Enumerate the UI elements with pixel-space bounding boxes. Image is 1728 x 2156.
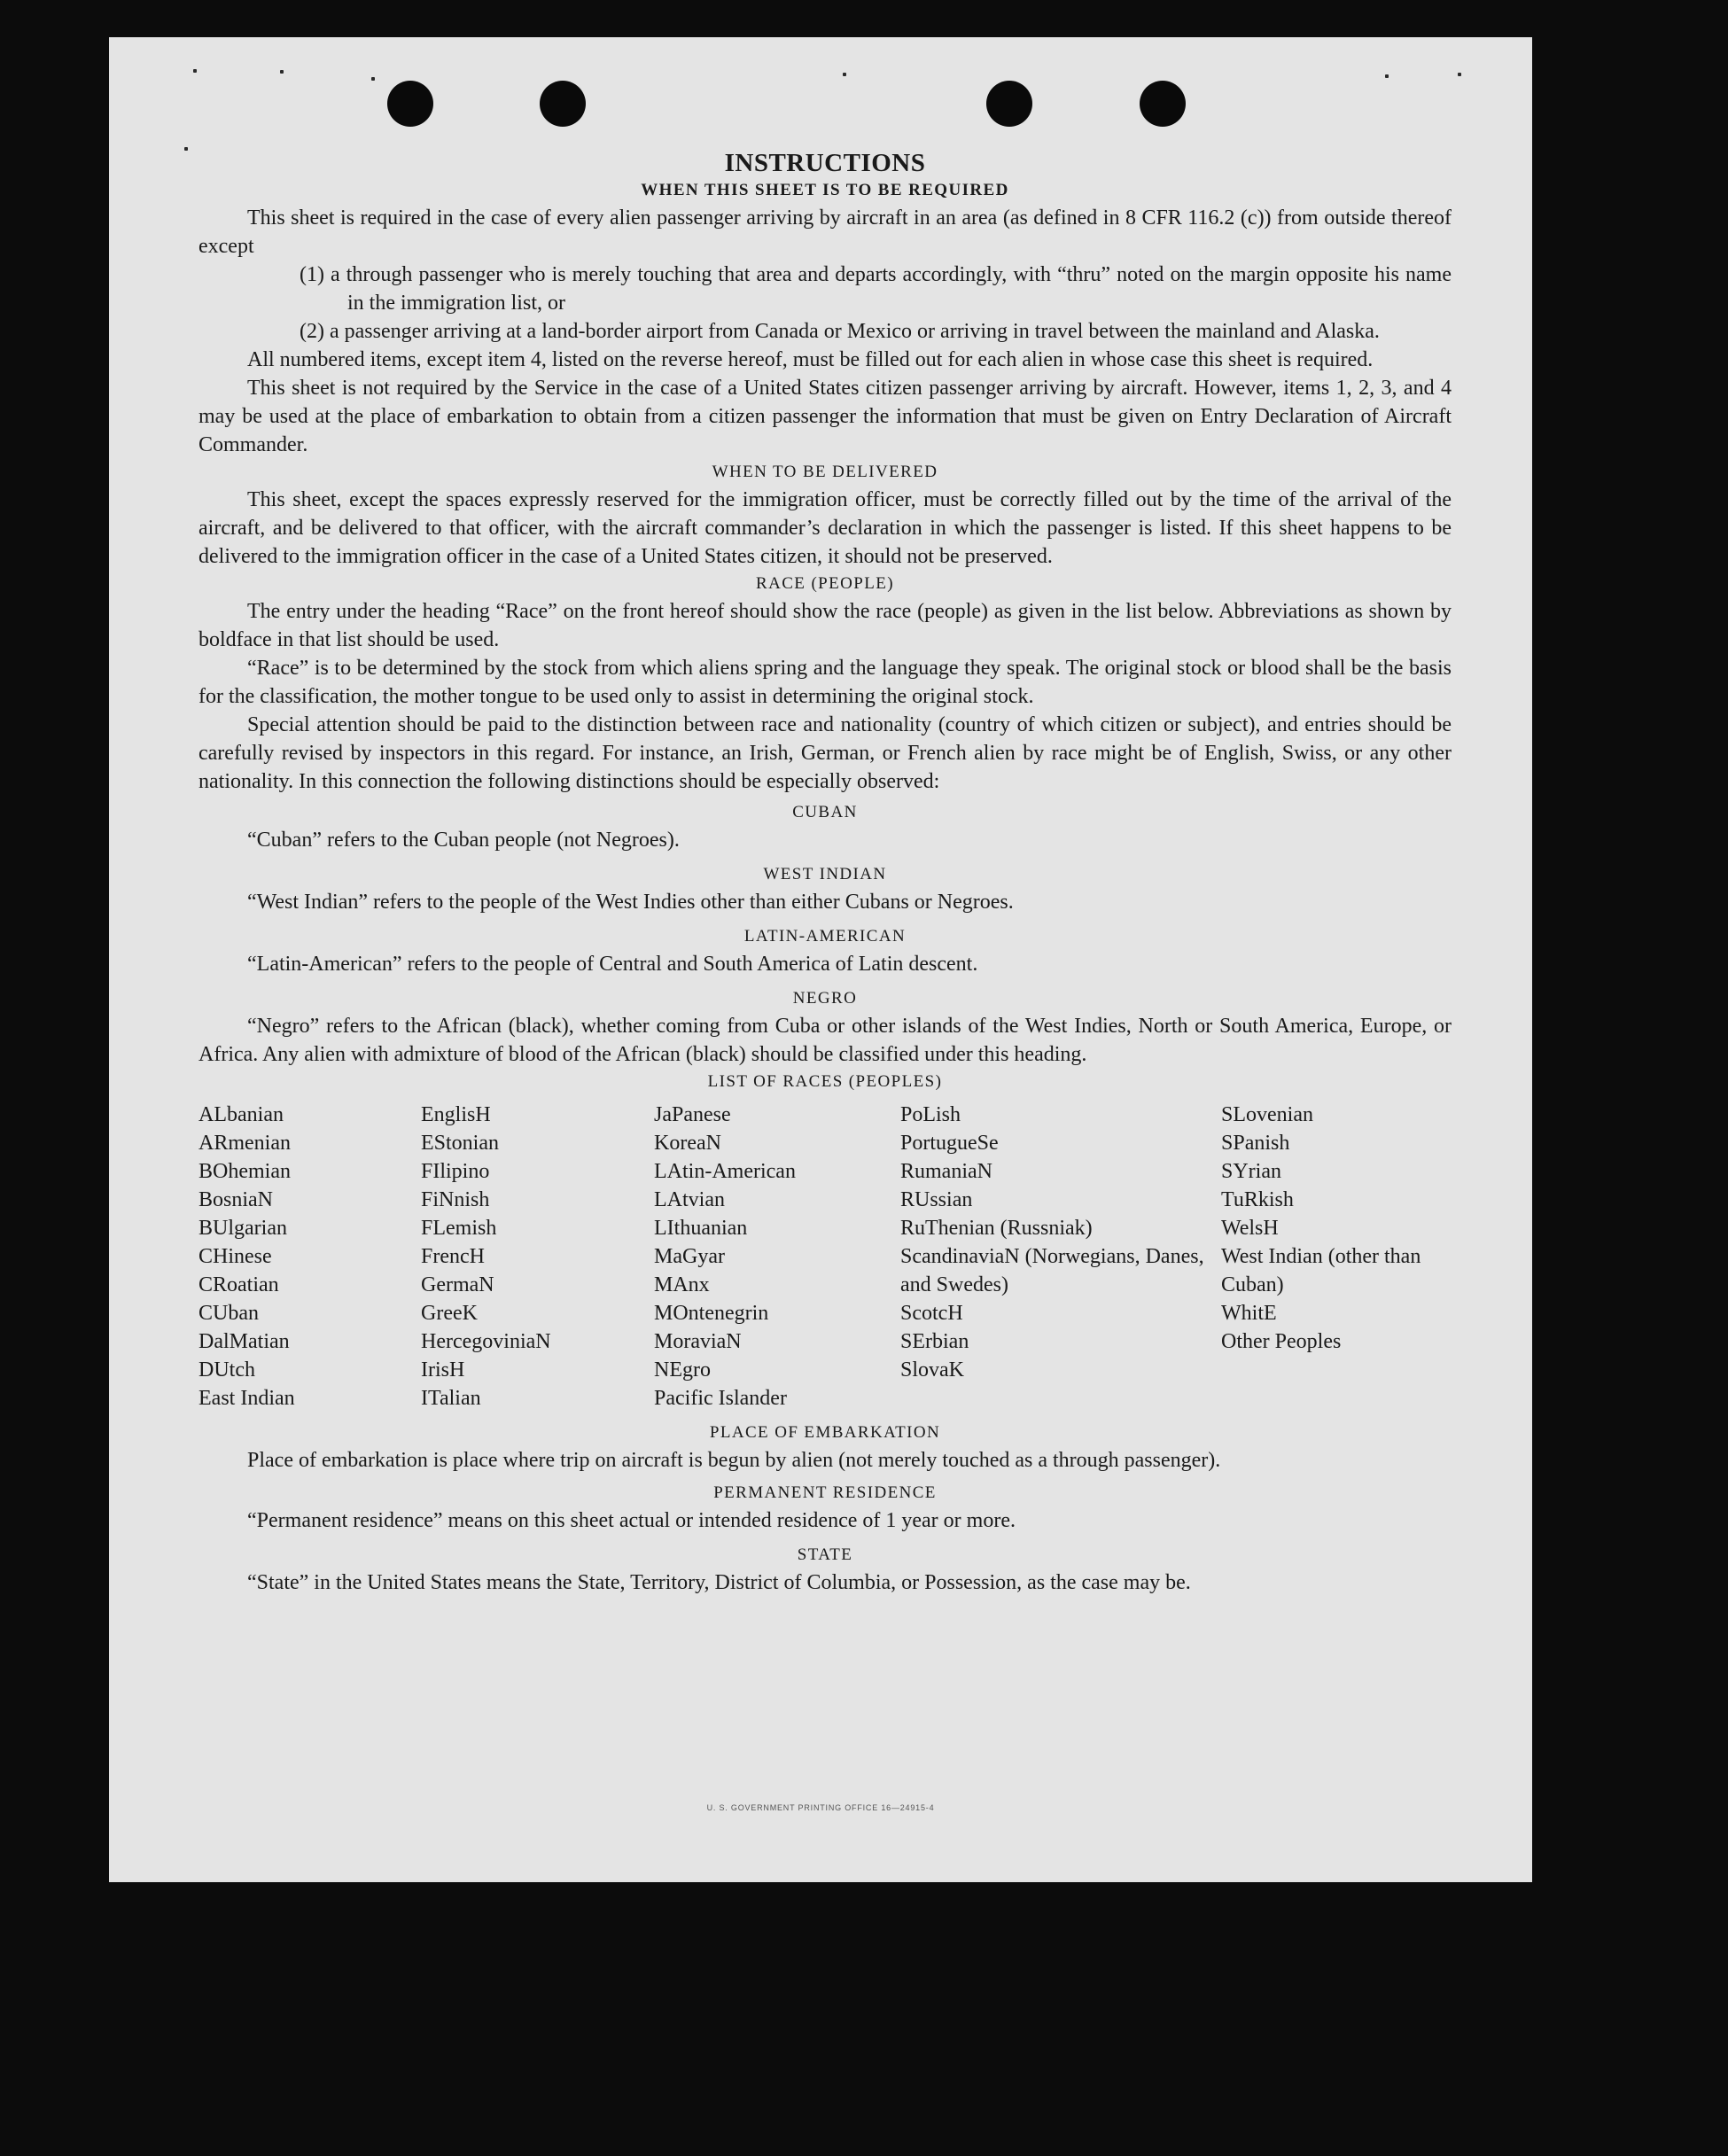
race-entry: CRoatian	[198, 1273, 279, 1296]
scan-speck	[1458, 73, 1461, 76]
section-heading: STATE	[797, 1545, 853, 1564]
race-entry: PoLish	[900, 1103, 961, 1126]
section-heading: PERMANENT RESIDENCE	[713, 1483, 937, 1502]
race-entry: PortugueSe	[900, 1132, 999, 1155]
section-heading: LATIN-AMERICAN	[743, 927, 907, 946]
paragraph: “Permanent residence” means on this sheet actual or intended residence of 1 year or more.	[247, 1509, 1016, 1532]
race-entry: BUlgarian	[198, 1217, 287, 1240]
section-heading: WHEN THIS SHEET IS TO BE REQUIRED	[641, 181, 1009, 199]
race-entry: ScandinaviaN (Norwegians, Danes, and Swedes)	[900, 1245, 1204, 1296]
race-entry: MaGyar	[654, 1245, 725, 1268]
paragraph: “Cuban” refers to the Cuban people (not Negroes).	[247, 829, 680, 852]
race-entry: TuRkish	[1221, 1188, 1294, 1211]
race-entry: FiNnish	[421, 1188, 490, 1211]
paragraph: “Latin-American” refers to the people of Central and South America of Latin descent.	[247, 953, 978, 976]
race-entry: RuThenian (Russniak)	[900, 1217, 1093, 1240]
race-entry: KoreaN	[654, 1132, 721, 1155]
race-entry: HercegoviniaN	[421, 1330, 551, 1353]
paragraph: This sheet is required in the case of every alien passenger arriving by aircraft in an area (as defined in 8 CFR 116.2 (c)) from outside thereof except	[198, 206, 1452, 258]
list-item: (2) a passenger arriving at a land-border airport from Canada or Mexico or arriving in travel between the mainland and Alaska.	[300, 320, 1380, 343]
paragraph: “Negro” refers to the African (black), whether coming from Cuba or other islands of the West Indies, North or South America, Europe, or Africa. Any alien with admixture of blood of the African (black) should be classified under this heading.	[198, 1015, 1452, 1066]
paragraph: All numbered items, except item 4, listed on the reverse hereof, must be filled out for each alien in whose case this sheet is required.	[247, 348, 1374, 371]
race-entry: JaPanese	[654, 1103, 731, 1126]
race-entry: EnglisH	[421, 1103, 491, 1126]
race-entry: ALbanian	[198, 1103, 284, 1126]
race-entry: GermaN	[421, 1273, 494, 1296]
race-entry: SLovenian	[1221, 1103, 1313, 1126]
race-entry: Other Peoples	[1221, 1330, 1342, 1353]
scan-speck	[280, 70, 284, 74]
paragraph: “West Indian” refers to the people of the West Indies other than either Cubans or Negroes.	[247, 891, 1014, 914]
race-entry: West Indian (other than Cuban)	[1221, 1245, 1421, 1296]
section-heading: LIST OF RACES (PEOPLES)	[707, 1072, 943, 1091]
race-entry: East Indian	[198, 1387, 295, 1410]
paragraph: This sheet is not required by the Service in the case of a United States citizen passenger arriving by aircraft. However, items 1, 2, 3, and 4 may be used at the place of embarkation to obtain from a citizen passenger the information that must be given on Entry Declaration of Aircraft Commander.	[198, 377, 1452, 456]
instructions-text	[198, 106, 1452, 1597]
race-entry: LAtvian	[654, 1188, 725, 1211]
race-entry: NEgro	[654, 1358, 711, 1382]
races-column	[198, 1101, 421, 1413]
races-list	[198, 1101, 1452, 1413]
section-heading: WHEN TO BE DELIVERED	[712, 463, 938, 481]
race-entry: CHinese	[198, 1245, 272, 1268]
section-heading: WEST INDIAN	[763, 865, 887, 883]
paragraph: Place of embarkation is place where trip on aircraft is begun by alien (not merely touched as a through passenger).	[247, 1449, 1221, 1472]
paragraph: “Race” is to be determined by the stock from which aliens spring and the language they speak. The original stock or blood shall be the basis for the classification, the mother tongue to be used only to assist in determining the original stock.	[198, 657, 1452, 708]
race-entry: SPanish	[1221, 1132, 1290, 1155]
race-entry: BosniaN	[198, 1188, 273, 1211]
race-entry: MOntenegrin	[654, 1302, 769, 1325]
race-entry: WhitE	[1221, 1302, 1277, 1325]
section-heading: PLACE OF EMBARKATION	[709, 1423, 941, 1442]
section-heading: NEGRO	[792, 989, 858, 1008]
scan-speck	[371, 77, 375, 81]
section-heading: CUBAN	[792, 803, 858, 821]
race-entry: SlovaK	[900, 1358, 964, 1382]
race-entry: ScotcH	[900, 1302, 963, 1325]
race-entry: LAtin-American	[654, 1160, 796, 1183]
race-entry: FLemish	[421, 1217, 497, 1240]
section-heading: RACE (PEOPLE)	[756, 574, 894, 593]
races-column	[421, 1101, 654, 1413]
races-column	[654, 1101, 900, 1413]
race-entry: FrencH	[421, 1245, 485, 1268]
race-entry: IrisH	[421, 1358, 465, 1382]
printer-imprint: U. S. GOVERNMENT PRINTING OFFICE 16—24915-4	[706, 1803, 935, 1812]
scan-speck	[193, 69, 197, 73]
scan-speck	[843, 73, 846, 76]
race-entry: CUban	[198, 1302, 259, 1325]
paragraph: This sheet, except the spaces expressly reserved for the immigration officer, must be correctly filled out by the time of the arrival of the aircraft, and be delivered to that officer, with the aircraft commander’s declaration in which the passenger is listed. If this sheet happens to be delivered to the immigration officer in the case of a United States citizen, it should not be preserved.	[198, 488, 1452, 568]
race-entry: SErbian	[900, 1330, 969, 1353]
race-entry: BOhemian	[198, 1160, 291, 1183]
scan-speck	[184, 147, 188, 151]
paragraph: Special attention should be paid to the distinction between race and nationality (country of which citizen or subject), and entries should be carefully revised by inspectors in this regard. For instance, an Irish, German, or French alien by race might be of English, Swiss, or any other nationality. In this connection the following distinctions should be especially observed:	[198, 713, 1452, 793]
scan-speck	[1385, 74, 1389, 78]
race-entry: WelsH	[1221, 1217, 1279, 1240]
races-column	[1221, 1101, 1452, 1413]
race-entry: MAnx	[654, 1273, 710, 1296]
races-column	[900, 1101, 1221, 1413]
race-entry: DalMatian	[198, 1330, 290, 1353]
paragraph: “State” in the United States means the State, Territory, District of Columbia, or Possession, as the case may be.	[247, 1571, 1191, 1594]
race-entry: LIthuanian	[654, 1217, 748, 1240]
paragraph: The entry under the heading “Race” on the front hereof should show the race (people) as given in the list below. Abbreviations as shown by boldface in that list should be used.	[198, 600, 1452, 651]
race-entry: FIlipino	[421, 1160, 490, 1183]
page-title: INSTRUCTIONS	[724, 149, 926, 177]
list-item: (1) a through passenger who is merely touching that area and departs accordingly, with “thru” noted on the margin opposite his name in the immigration list, or	[300, 263, 1452, 315]
race-entry: DUtch	[198, 1358, 255, 1382]
race-entry: RumaniaN	[900, 1160, 992, 1183]
race-entry: EStonian	[421, 1132, 499, 1155]
race-entry: SYrian	[1221, 1160, 1281, 1183]
race-entry: ARmenian	[198, 1132, 291, 1155]
race-entry: MoraviaN	[654, 1330, 742, 1353]
race-entry: Pacific Islander	[654, 1387, 787, 1410]
race-entry: ITalian	[421, 1387, 481, 1410]
race-entry: RUssian	[900, 1188, 973, 1211]
document-page	[109, 37, 1532, 1882]
race-entry: GreeK	[421, 1302, 478, 1325]
